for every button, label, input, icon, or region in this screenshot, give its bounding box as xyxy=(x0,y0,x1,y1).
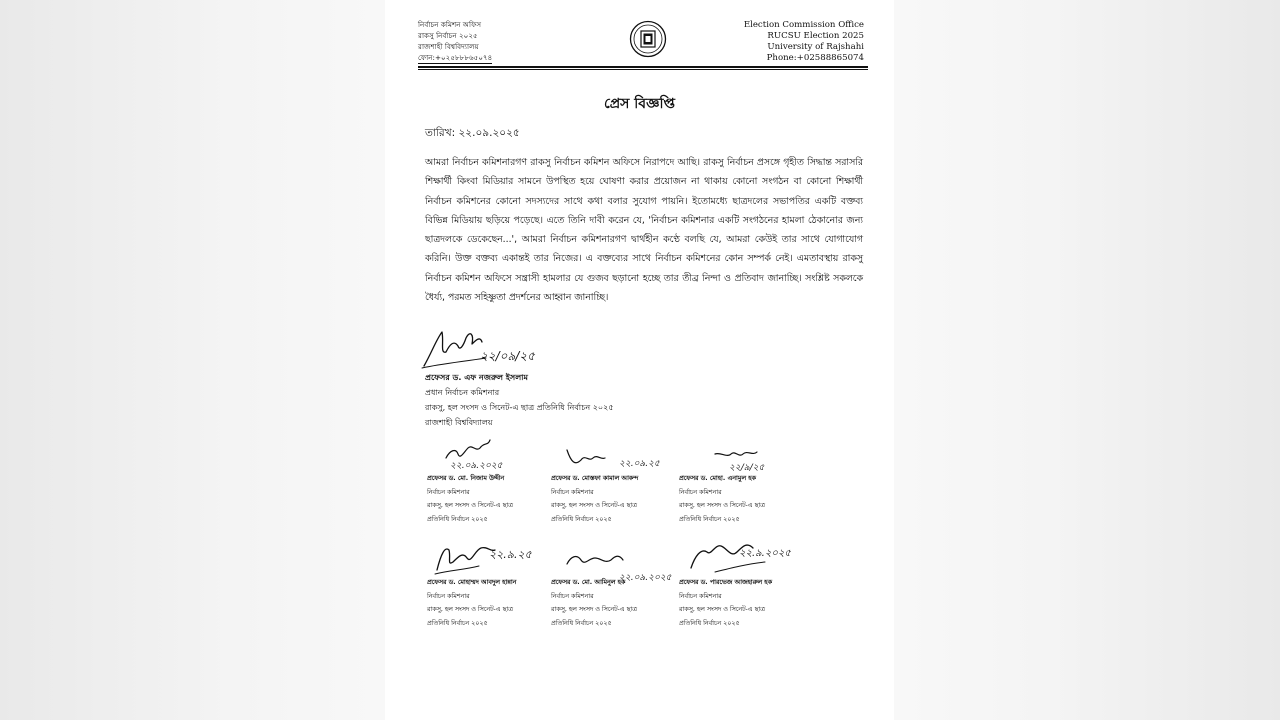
member-6-sig-date: ২২.৯.২০২৫ xyxy=(739,548,791,559)
member-6-role: নির্বাচন কমিশনার xyxy=(679,592,722,600)
member-2-line2: রাকসু, হল সংসদ ও সিনেট-এ ছাত্র xyxy=(551,502,637,509)
member-5-role: নির্বাচন কমিশনার xyxy=(551,592,594,600)
member-1-signature xyxy=(440,438,530,474)
member-1-role: নির্বাচন কমিশনার xyxy=(427,488,470,496)
member-4-line3: প্রতিনিধি নির্বাচন ২০২৫ xyxy=(427,619,488,627)
member-2-signature xyxy=(565,444,675,474)
header-english-phone: Phone:+02588865074 xyxy=(766,53,864,63)
header-english xyxy=(744,20,864,64)
member-6-name: প্রফেসর ড. পারভেজ আজহারুল হক xyxy=(679,579,773,586)
member-3-role: নির্বাচন কমিশনার xyxy=(679,488,722,496)
press-release-document xyxy=(385,0,894,720)
member-6-block xyxy=(679,576,807,630)
member-3-sig-date: ২২/৯/২৫ xyxy=(729,463,765,473)
chief-signature-date: ২২/০৯/২৫ xyxy=(480,349,535,363)
header-bangla-election: রাকসু নির্বাচন ২০২৫ xyxy=(418,31,478,40)
member-3-line2: রাকসু, হল সংসদ ও সিনেট-এ ছাত্র xyxy=(679,502,765,509)
member-1-sig-date: ২২.০৯.২০২৫ xyxy=(450,461,503,471)
member-1-block xyxy=(427,472,555,526)
header-divider xyxy=(418,66,868,68)
member-1-name: প্রফেসর ড. মো. নিজাম উদ্দীন xyxy=(427,475,505,482)
member-1-line2: রাকসু, হল সংসদ ও সিনেট-এ ছাত্র xyxy=(427,502,513,509)
member-2-block xyxy=(551,472,679,526)
document-title: প্রেস বিজ্ঞপ্তি xyxy=(604,96,675,112)
member-5-block xyxy=(551,576,679,630)
member-4-role: নির্বাচন কমিশনার xyxy=(427,592,470,600)
document-body: আমরা নির্বাচন কমিশনারগণ রাকসু নির্বাচন কমিশন অফিসে নিরাপদে আছি। রাকসু নির্বাচন প্রসঙ্গে গৃহীত সিদ্ধান্ত সরাসরি শিক্ষার্থী কিংবা মিডিয়ার সামনে উপস্থিত হয়ে ঘোষণা করার প্রয়োজন না থাকায় কোনো সংগঠন বা কোনো শিক্ষার্থী নির্বাচন কমিশনের কোনো সদস্যদের সাথে কথা বলার সুযোগ পায়নি। ইতোমধ্যে ছাত্রদলের সভাপতির একটি বক্তব্য বিভিন্ন মিডিয়ায় ছড়িয়ে পড়েছে। এতে তিনি দাবী করেন যে, 'নির্বাচন কমিশনার একটি সংগঠনের হামলা ঠেকানোর জন্য ছাত্রদলকে ডেকেছেন...', আমরা নির্বাচন কমিশনারগণ দ্বার্থহীন কণ্ঠে বলছি যে, আমরা কেউই তার সাথে যোগাযোগ করিনি। উক্ত বক্তব্য একান্তই তার নিজের। এ বক্তব্যের সাথে নির্বাচন কমিশনের কোন সম্পর্ক নেই। এমতাবস্থায় রাকসু নির্বাচন কমিশন অফিসে সন্ত্রাসী হামলার যে গুজব ছড়ানো হচ্ছে তার তীব্র নিন্দা ও প্রতিবাদ জানাচ্ছি। সংশ্লিষ্ট সকলকে ধৈর্য্য, পরমত সহিষ্ণুতা প্রদর্শনের আহ্বান জানাচ্ছি। xyxy=(425,157,863,304)
chief-commissioner-block xyxy=(425,370,614,430)
chief-signature xyxy=(420,322,545,372)
member-2-name: প্রফেসর ড. মোস্তফা কামাল আকন্দ xyxy=(551,475,639,482)
header-english-election: RUCSU Election 2025 xyxy=(767,31,864,41)
document-date: তারিখ: ২২.০৯.২০২৫ xyxy=(425,127,520,139)
member-4-sig-date: ২২.৯.২৫ xyxy=(489,548,532,561)
member-4-name: প্রফেসর ড. মোহাম্মদ আবদুল হান্নান xyxy=(427,579,517,586)
member-2-line3: প্রতিনিধি নির্বাচন ২০২৫ xyxy=(551,515,612,523)
member-5-line2: রাকসু, হল সংসদ ও সিনেট-এ ছাত্র xyxy=(551,606,637,613)
member-6-line2: রাকসু, হল সংসদ ও সিনেট-এ ছাত্র xyxy=(679,606,765,613)
background-right xyxy=(894,0,1280,720)
member-3-name: প্রফেসর ড. মোহা. এনামুল হক xyxy=(679,475,756,482)
header-divider-thin xyxy=(418,69,868,70)
member-1-line3: প্রতিনিধি নির্বাচন ২০২৫ xyxy=(427,515,488,523)
member-5-sig-date: ২২.০৯.২০২৫ xyxy=(619,573,672,583)
member-6-line3: প্রতিনিধি নির্বাচন ২০২৫ xyxy=(679,619,740,627)
university-seal-icon xyxy=(629,20,667,58)
chief-election: রাকসু, হল সংসদ ও সিনেট-এ ছাত্র প্রতিনিধি নির্বাচন ২০২৫ xyxy=(425,403,614,412)
header-english-university: University of Rajshahi xyxy=(767,42,864,52)
member-5-line3: প্রতিনিধি নির্বাচন ২০২৫ xyxy=(551,619,612,627)
chief-name: প্রফেসর ড. এফ নজরুল ইসলাম xyxy=(425,373,528,382)
header-english-office: Election Commission Office xyxy=(743,20,864,30)
member-2-role: নির্বাচন কমিশনার xyxy=(551,488,594,496)
chief-title: প্রধান নির্বাচন কমিশনার xyxy=(425,388,500,397)
header-bangla xyxy=(418,19,492,64)
chief-university: রাজশাহী বিশ্ববিদ্যালয় xyxy=(425,418,493,427)
header-bangla-university: রাজশাহী বিশ্ববিদ্যালয় xyxy=(418,42,479,51)
header-bangla-office: নির্বাচন কমিশন অফিস xyxy=(418,20,482,29)
member-4-block xyxy=(427,576,555,630)
header-bangla-phone: ফোন:+০২৫৮৮৮৬৫০৭৪ xyxy=(418,53,493,62)
member-5-name: প্রফেসর ড. মো. আমিনুল হক xyxy=(551,579,626,586)
member-2-sig-date: ২২.০৯.২৫ xyxy=(619,459,660,469)
member-3-line3: প্রতিনিধি নির্বাচন ২০২৫ xyxy=(679,515,740,523)
member-3-block xyxy=(679,472,807,526)
background-left xyxy=(0,0,385,720)
member-4-line2: রাকসু, হল সংসদ ও সিনেট-এ ছাত্র xyxy=(427,606,513,613)
